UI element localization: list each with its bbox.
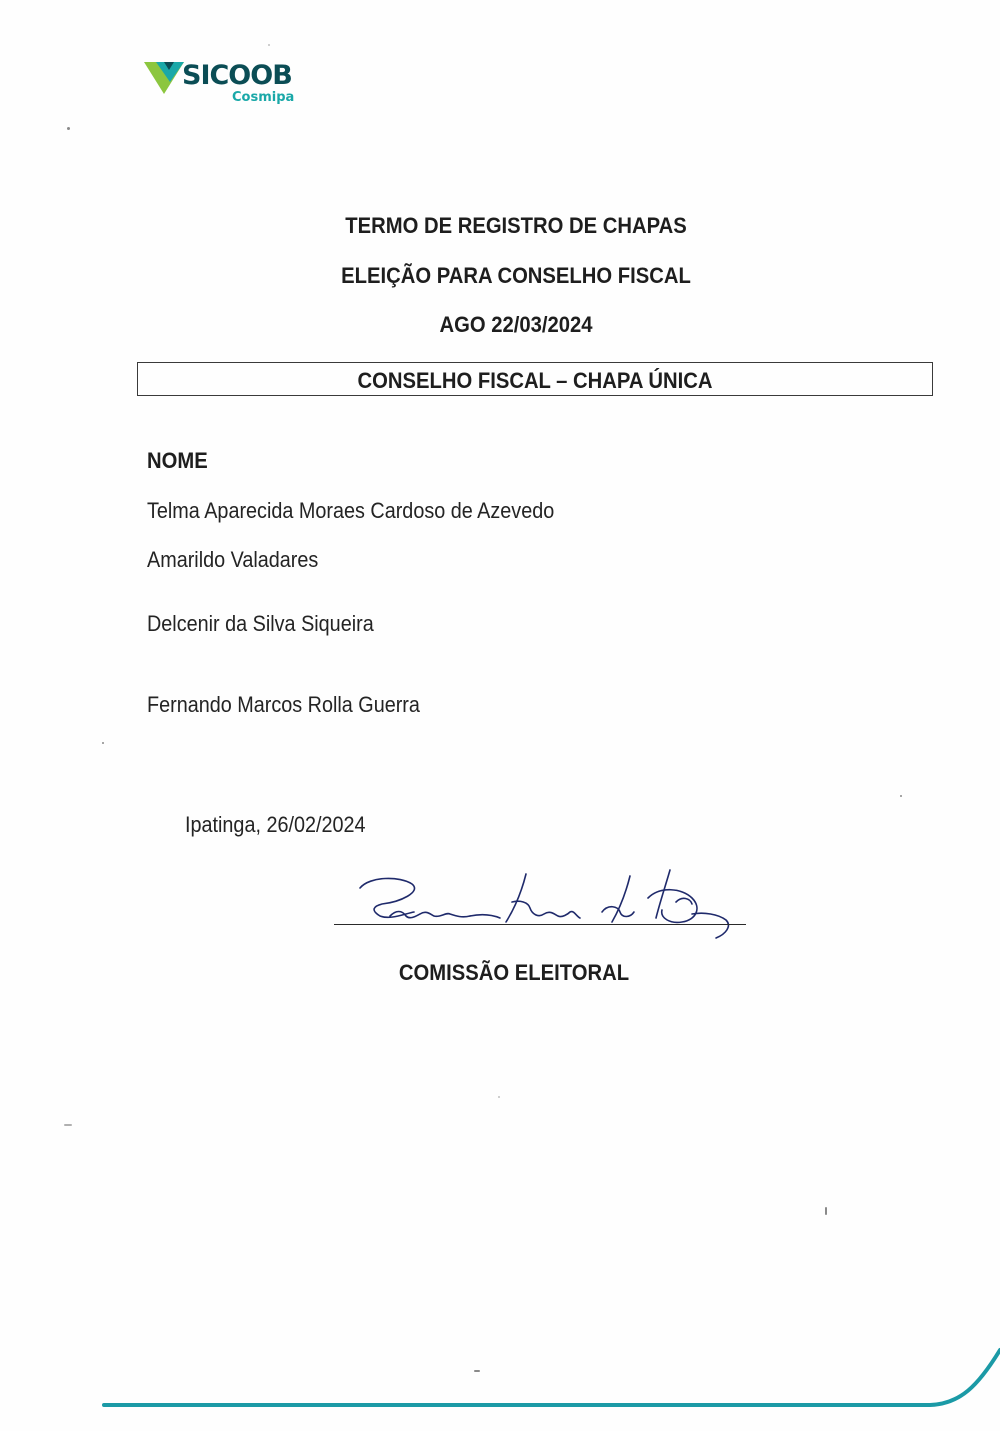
scan-speck — [67, 127, 70, 130]
slate-title: CONSELHO FISCAL – CHAPA ÚNICA — [357, 368, 713, 393]
logo-subbrand-text: Cosmipa — [232, 90, 295, 105]
candidate-name-2: Amarildo Valadares — [147, 547, 319, 572]
sicoob-logo-icon — [144, 60, 184, 96]
scan-speck — [268, 44, 270, 46]
scan-speck — [64, 1124, 72, 1126]
scan-speck — [825, 1207, 827, 1215]
place-and-date: Ipatinga, 26/02/2024 — [185, 812, 366, 837]
document-title: TERMO DE REGISTRO DE CHAPAS — [345, 213, 687, 238]
scan-speck — [498, 1096, 500, 1098]
election-subtitle: ELEIÇÃO PARA CONSELHO FISCAL — [341, 263, 691, 288]
sicoob-logo — [144, 58, 304, 110]
slate-title-box — [137, 362, 933, 396]
scan-speck — [474, 1370, 480, 1372]
candidate-name-4: Fernando Marcos Rolla Guerra — [147, 692, 420, 717]
candidate-name-1: Telma Aparecida Moraes Cardoso de Azevedo — [147, 498, 555, 523]
electoral-committee-label: COMISSÃO ELEITORAL — [398, 960, 630, 985]
handwritten-signature — [330, 862, 760, 944]
scan-speck — [900, 795, 902, 797]
footer-accent-swoosh — [0, 1330, 1000, 1431]
signature-line — [334, 924, 746, 925]
candidate-name-3: Delcenir da Silva Siqueira — [147, 611, 374, 636]
logo-brand-text: SICOOB — [182, 60, 292, 91]
assembly-date: AGO 22/03/2024 — [439, 312, 593, 337]
scan-speck — [102, 742, 104, 744]
name-column-label: NOME — [147, 448, 208, 473]
